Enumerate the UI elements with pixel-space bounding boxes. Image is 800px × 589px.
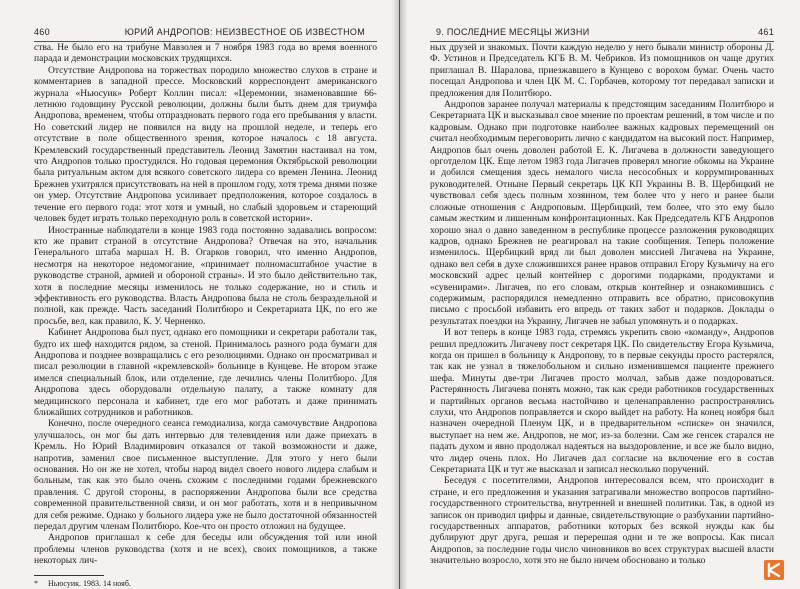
footnote <box>34 579 377 589</box>
page-number-right: 461 <box>758 27 774 37</box>
paragraph: Андропов приглашал к себе для беседы или обсуждения той или иной проблемы членов руководства (хотя и не всех), своих помощников, а также некоторых лич- <box>34 532 377 567</box>
paragraph: Иностранные наблюдатели в конце 1983 года постоянно задавались вопросом: кто же правит страной в отсутствие Андропова? Отвечая на это, начальник Генерального штаба маршал Н. В. Огарков говорил, что именно Андропов, несмотря на некоторое недомогание, «принимает полномасштабное участие в руководстве страной, армией и обороной страны». И это было действительно так, хотя в последние месяцы изменилось не только содержание, но и стиль и эффективность его руководства. Власть Андропова была не столь безраздельной и полной, как прежде. Часть заседаний Политбюро и Секретариата ЦК, по его же просьбе, вел, как правило, К. У. Черненко. <box>34 224 377 327</box>
footnote-text: Ньюсуик. 1983. 14 нояб. <box>48 578 131 588</box>
running-header-right <box>430 27 774 42</box>
paragraph: Конечно, после очередного сеанса гемодиализа, когда самочувствие Андропова улучшалось, он мог бы дать интервью для телевидения или даже приехать в Кремль. Но Юрий Владимирович отказался от такой возможности и даже, напротив, заменил свое письменное выступление. Для этого у него были основания. Но он же не хотел, чтобы народ видел своего нового лидера слабым и больным, так как это было очень схожим с последними годами брежневского правления. С другой стороны, в распоряжении Андропова были все средства современной правительственной связи, и он мог работать, хотя и в непривычном для себя режиме. Однако у больного лидера уже не было достаточной обязанностей передал другим членам Политбюро. Кое-что он просто отложил на будущее. <box>34 418 377 533</box>
running-title-left: ЮРИЙ АНДРОПОВ: НЕИЗВЕСТНОЕ ОБ ИЗВЕСТНОМ <box>124 27 365 37</box>
paragraph: ства. Не было его на трибуне Мавзолея и 7 ноября 1983 года во время военного парада и демонстрации московских трудящихся. <box>34 42 377 65</box>
page-number-left: 460 <box>34 27 50 37</box>
running-header-left <box>34 27 377 42</box>
paragraph: И вот теперь в конце 1983 года, стремясь укрепить свою «команду», Андропов решил предложить Лигачеву пост секретаря ЦК. По свидетельству Егора Кузьмича, когда он пришел в больницу к Андропову, то в первые секунды просто растерялся, так как не узнал в тяжелобольном и сильно изменившемся пациенте прежнего шефа. Минуты две-три Лигачев просто молчал, забыв даже поздороваться. Растерянность Лигачева понять можно, так как среди работников государственных и партийных органов весьма настойчиво и целенаправленно распространялись слухи, что Андропов поправляется и скоро выйдет на работу. На конец ноября был назначен очередной Пленум ЦК, и в предварительном «списке» он значился, выступает на нем же. Андропов, не мог, из-за болезни. Сам же генсек старался не падать духом и явно продолжал надеяться на выздоровление, и все же было видно, что лидер очень плох. Но Лигачев дал согласие на включение его в состав Секретариата ЦК и тут же высказал и записал несколько поручений. <box>430 327 774 476</box>
footnote-rule <box>34 575 104 576</box>
left-page <box>0 0 399 589</box>
paragraph: Кабинет Андропова был пуст, однако его помощники и секретари работали так, будто их шеф находится рядом, за стеной. Принималось разного рода бумаги для Андропова и позднее возвращались с его резолюциями. Однако он просматривал и писал резолюции в главной «кремлевской» больнице в Кунцеве. Не втором этаже имелся специальный блок, или отделение, где лечились члены Политбюро. Для Андропова здесь оборудовали отдельную палату, а также комнату для медицинского персонала и кабинет, где его мог работать и даже принимать ближайших сотрудников и работников. <box>34 327 377 418</box>
footnote-mark: * <box>34 578 38 588</box>
left-page-body <box>34 42 377 589</box>
right-page <box>400 0 800 589</box>
book-gutter <box>392 0 408 589</box>
right-page-body <box>430 42 774 567</box>
paragraph: Отсутствие Андропова на торжествах породило множество слухов в стране и комментариев в западной прессе. Московский корреспондент американского журнала «Ньюсуик» Роберт Коллин писал: «Церемонии, знаменовавшие 66-летнюю годовщину Русской революции, должны были быть днем для триумфа Андропова, временем, чтобы отпраздновать первого года его пребывания у власти. Но советский лидер не появился на виду на прошлой неделе, и теперь его отсутствие в поле общественного зрения, которое началось с 18 августа. Кремлевский государственный представитель Леонид Замятин настаивал на том, что Андропов только простудился. Но годовая церемония Октябрьской революции была ритуальным актом для всякого советского лидера со времен Ленина. Леонид Брежнев ухитрялся присутствовать на ней в прошлом году, хотя трема днями позже он умер. Отсутствие Андропова усиливает предположения, которое создалось в течение его первого года: этот хотя и умный, но слабый здоровьем и стареющий человек будет играть только переходную роль в советской истории». <box>34 64 377 225</box>
paragraph: ных друзей и знакомых. Почти каждую неделю у него бывали министр обороны Д. Ф. Устинов и Председатель КГБ В. М. Чебриков. Из помощников он чаще других приглашал В. Шаралова, приезжавшего в Кунцево с ворохом бумаг. Очень часто посещал Андропова и член ЦК М. С. Горбачев, которому тот передавал записки и предложения для Политбюро. <box>430 42 774 99</box>
running-title-right: 9. ПОСЛЕДНИЕ МЕСЯЦЫ ЖИЗНИ <box>436 27 590 37</box>
paragraph: Беседуя с посетителями, Андропов интересовался всем, что происходит в стране, и его предложения и указания затрагивали множество вопросов партийно-государственного строительства, внутренней и внешней политики. Так, в одной из записок он приводил цифры и данные, свидетельствующие о разбухании партийно-государственных аппаратов, работники которых без всякой нужды как бы дублируют друг друга, решая и перерешая одни и те же вопросы. Как писал Андропов, за последние годы число чиновников во всех структурах высшей власти значительно возросло, хотя это не было ничем обосновано и только <box>430 475 774 567</box>
shop-logo-icon <box>754 556 794 586</box>
paragraph: Андропов заранее получал материалы к предстоящим заседаниям Политбюро и Секретариата ЦК и высказывал свое мнение по проектам решений, в том числе и по кадровым. Однако при подготовке наиболее важных кадровых перемещений он считал необходимым переговорить лично с кандидатом на высокий пост. Например, Андропов был очень доволен работой Е. К. Лигачева в должности заведующего орготделом ЦК. Еще летом 1983 года Лигачев проверял многие обкомы на Украине и добился смещения здесь немалого числа несособных и коррумпированных руководителей. Отныне Первый секретарь ЦК КП Украины В. В. Щербицкий не чувствовал себя здесь полным хозяином, тем более что у него и ранее были сложные отношения с Андроповым. Щербицкий, тем более, что это ему было самым жестким и лишенным конфронтационных. Как Председатель КГБ Андропов хорошо знал о давно заведенном в республике процессе разложения руководящих кадров, однако Брежнев не реагировал на такие сообщения. Теперь положение изменилось. Щербицкий вряд ли был доволен миссией Лигачева на Украине, однако вел себя в духе сложившихся ранее нравов отправил Егору Кузьмичу на его московский адрес целый контейнер с дорогими подарками, продуктами и «сувенирами». Лигачев, по его словам, открыв контейнер и ознакомившись с содержимым, распорядился немедленно отправить все обратно, присовокупив письмо с просьбой избавить его впредь от таких забот и подарков. Доклады о результатах поездки на Украину, Лигачев не забыл упомянуть и о подарках. <box>430 99 774 327</box>
